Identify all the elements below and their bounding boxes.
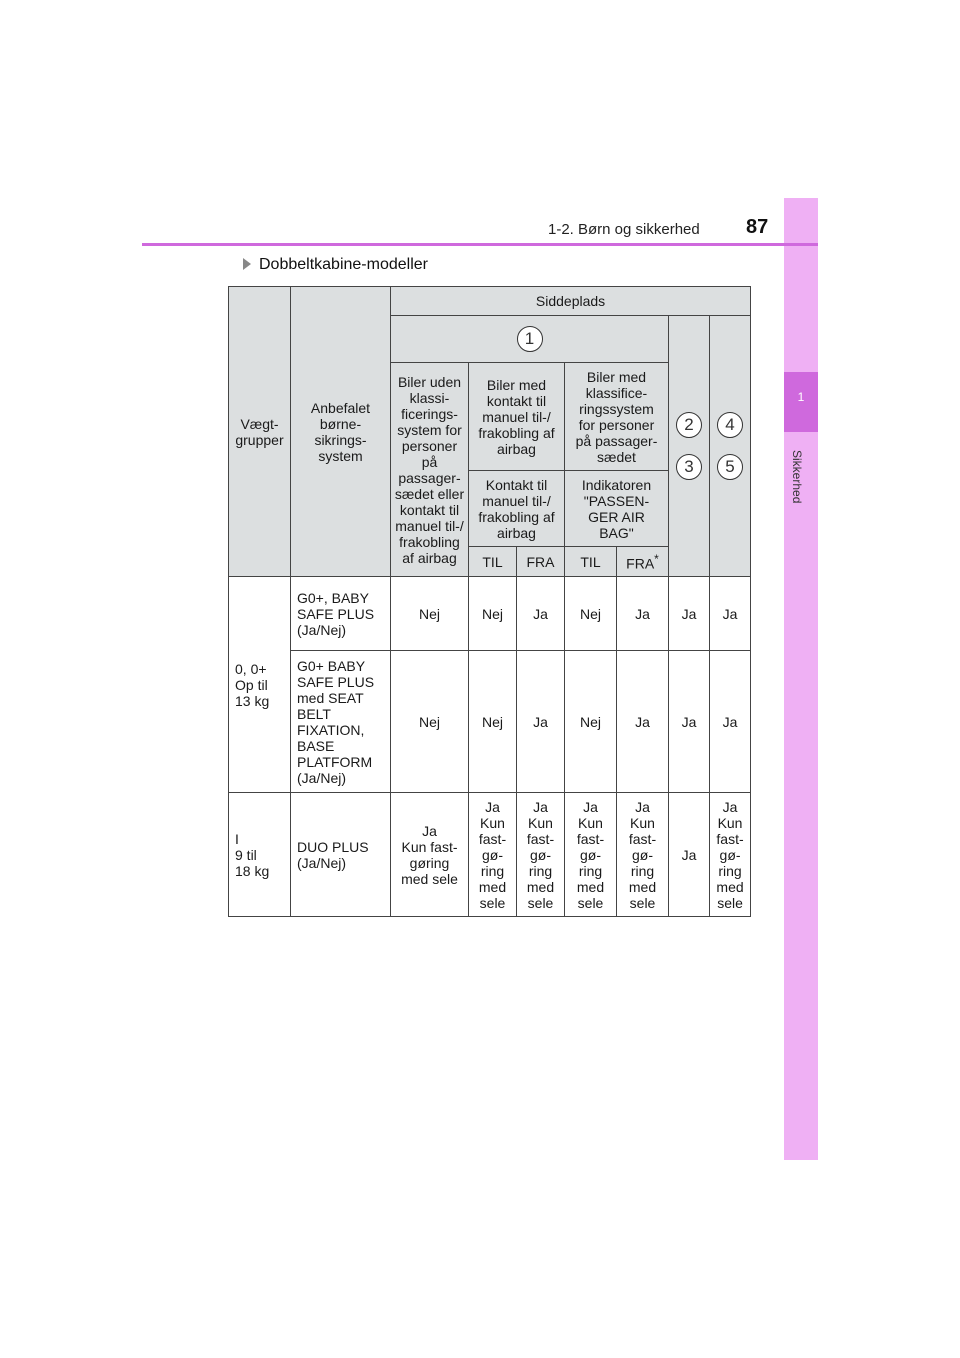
seat-4-number: 4 xyxy=(717,412,743,438)
header-recommended-system: Anbefalet børne- sikrings- system xyxy=(291,287,391,577)
value-cell: Ja xyxy=(517,651,565,793)
seat-3-number: 3 xyxy=(676,454,702,480)
value-cell: Ja Kun fast- gø- ring med sele xyxy=(710,793,751,917)
value-cell: Ja xyxy=(617,651,669,793)
seat-5-number: 5 xyxy=(717,454,743,480)
header-divider xyxy=(142,243,818,246)
weight-group-cell: I 9 til 18 kg xyxy=(229,793,291,917)
header-classification-cars: Biler med klassifice- ringssystem for personer på passager- sædet xyxy=(565,363,669,471)
chapter-sidebar xyxy=(784,198,818,1160)
footnote-marker: * xyxy=(654,552,659,567)
breadcrumb: 1-2. Børn og sikkerhed xyxy=(548,221,700,238)
value-cell: Ja xyxy=(617,577,669,651)
section-title-text: Dobbeltkabine-modeller xyxy=(259,256,428,273)
header-indicator: Indikatoren "PASSEN- GER AIR BAG" xyxy=(565,471,669,547)
system-cell: G0+, BABY SAFE PLUS (Ja/Nej) xyxy=(291,577,391,651)
header-no-classification: Biler uden klassi- ficerings- system for personer på passager- sædet eller kontakt til manuel til-/ frakobling af airbag xyxy=(391,363,469,577)
header-switch-on: TIL xyxy=(469,547,517,577)
seat-1-cell xyxy=(391,316,669,363)
header-switch-off: FRA xyxy=(517,547,565,577)
system-cell: DUO PLUS (Ja/Nej) xyxy=(291,793,391,917)
value-cell: Ja xyxy=(669,577,710,651)
value-cell: Ja Kun fast- gøring med sele xyxy=(391,793,469,917)
value-cell: Nej xyxy=(391,651,469,793)
value-cell: Ja xyxy=(710,651,751,793)
bullet-triangle-icon xyxy=(243,258,251,270)
section-title xyxy=(243,256,428,274)
seat-2-number: 2 xyxy=(676,412,702,438)
header-manual-switch: Kontakt til manuel til-/ frakobling af airbag xyxy=(469,471,565,547)
value-cell: Ja xyxy=(517,577,565,651)
header-indicator-on: TIL xyxy=(565,547,617,577)
table-row xyxy=(229,651,751,793)
header-weight-group: Vægt- grupper xyxy=(229,287,291,577)
header-indicator-off: FRA* xyxy=(617,547,669,577)
table-row xyxy=(229,577,751,651)
seat-4-5-cell xyxy=(710,316,751,577)
system-cell: G0+ BABY SAFE PLUS med SEAT BELT FIXATION, BASE PLATFORM (Ja/Nej) xyxy=(291,651,391,793)
seat-2-3-cell xyxy=(669,316,710,577)
value-cell: Ja Kun fast- gø- ring med sele xyxy=(565,793,617,917)
chapter-number: 1 xyxy=(797,390,805,404)
value-cell: Ja xyxy=(710,577,751,651)
value-cell: Nej xyxy=(391,577,469,651)
value-cell: Nej xyxy=(469,577,517,651)
weight-group-cell: 0, 0+ Op til 13 kg xyxy=(229,577,291,793)
value-cell: Nej xyxy=(469,651,517,793)
chapter-label-text: Sikkerhed xyxy=(790,450,804,504)
value-cell: Nej xyxy=(565,651,617,793)
value-cell: Ja Kun fast- gø- ring med sele xyxy=(517,793,565,917)
header-seat-position: Siddeplads xyxy=(391,287,751,316)
value-cell: Ja Kun fast- gø- ring med sele xyxy=(469,793,517,917)
table-row xyxy=(229,793,751,917)
chapter-label xyxy=(780,450,820,510)
seat-1-number: 1 xyxy=(517,326,543,352)
child-seat-table xyxy=(228,286,751,917)
header-manual-switch-cars: Biler med kontakt til manuel til-/ frakobling af airbag xyxy=(469,363,565,471)
value-cell: Ja xyxy=(669,651,710,793)
value-cell: Ja xyxy=(669,793,710,917)
value-cell: Nej xyxy=(565,577,617,651)
page-number: 87 xyxy=(746,216,769,238)
value-cell: Ja Kun fast- gø- ring med sele xyxy=(617,793,669,917)
